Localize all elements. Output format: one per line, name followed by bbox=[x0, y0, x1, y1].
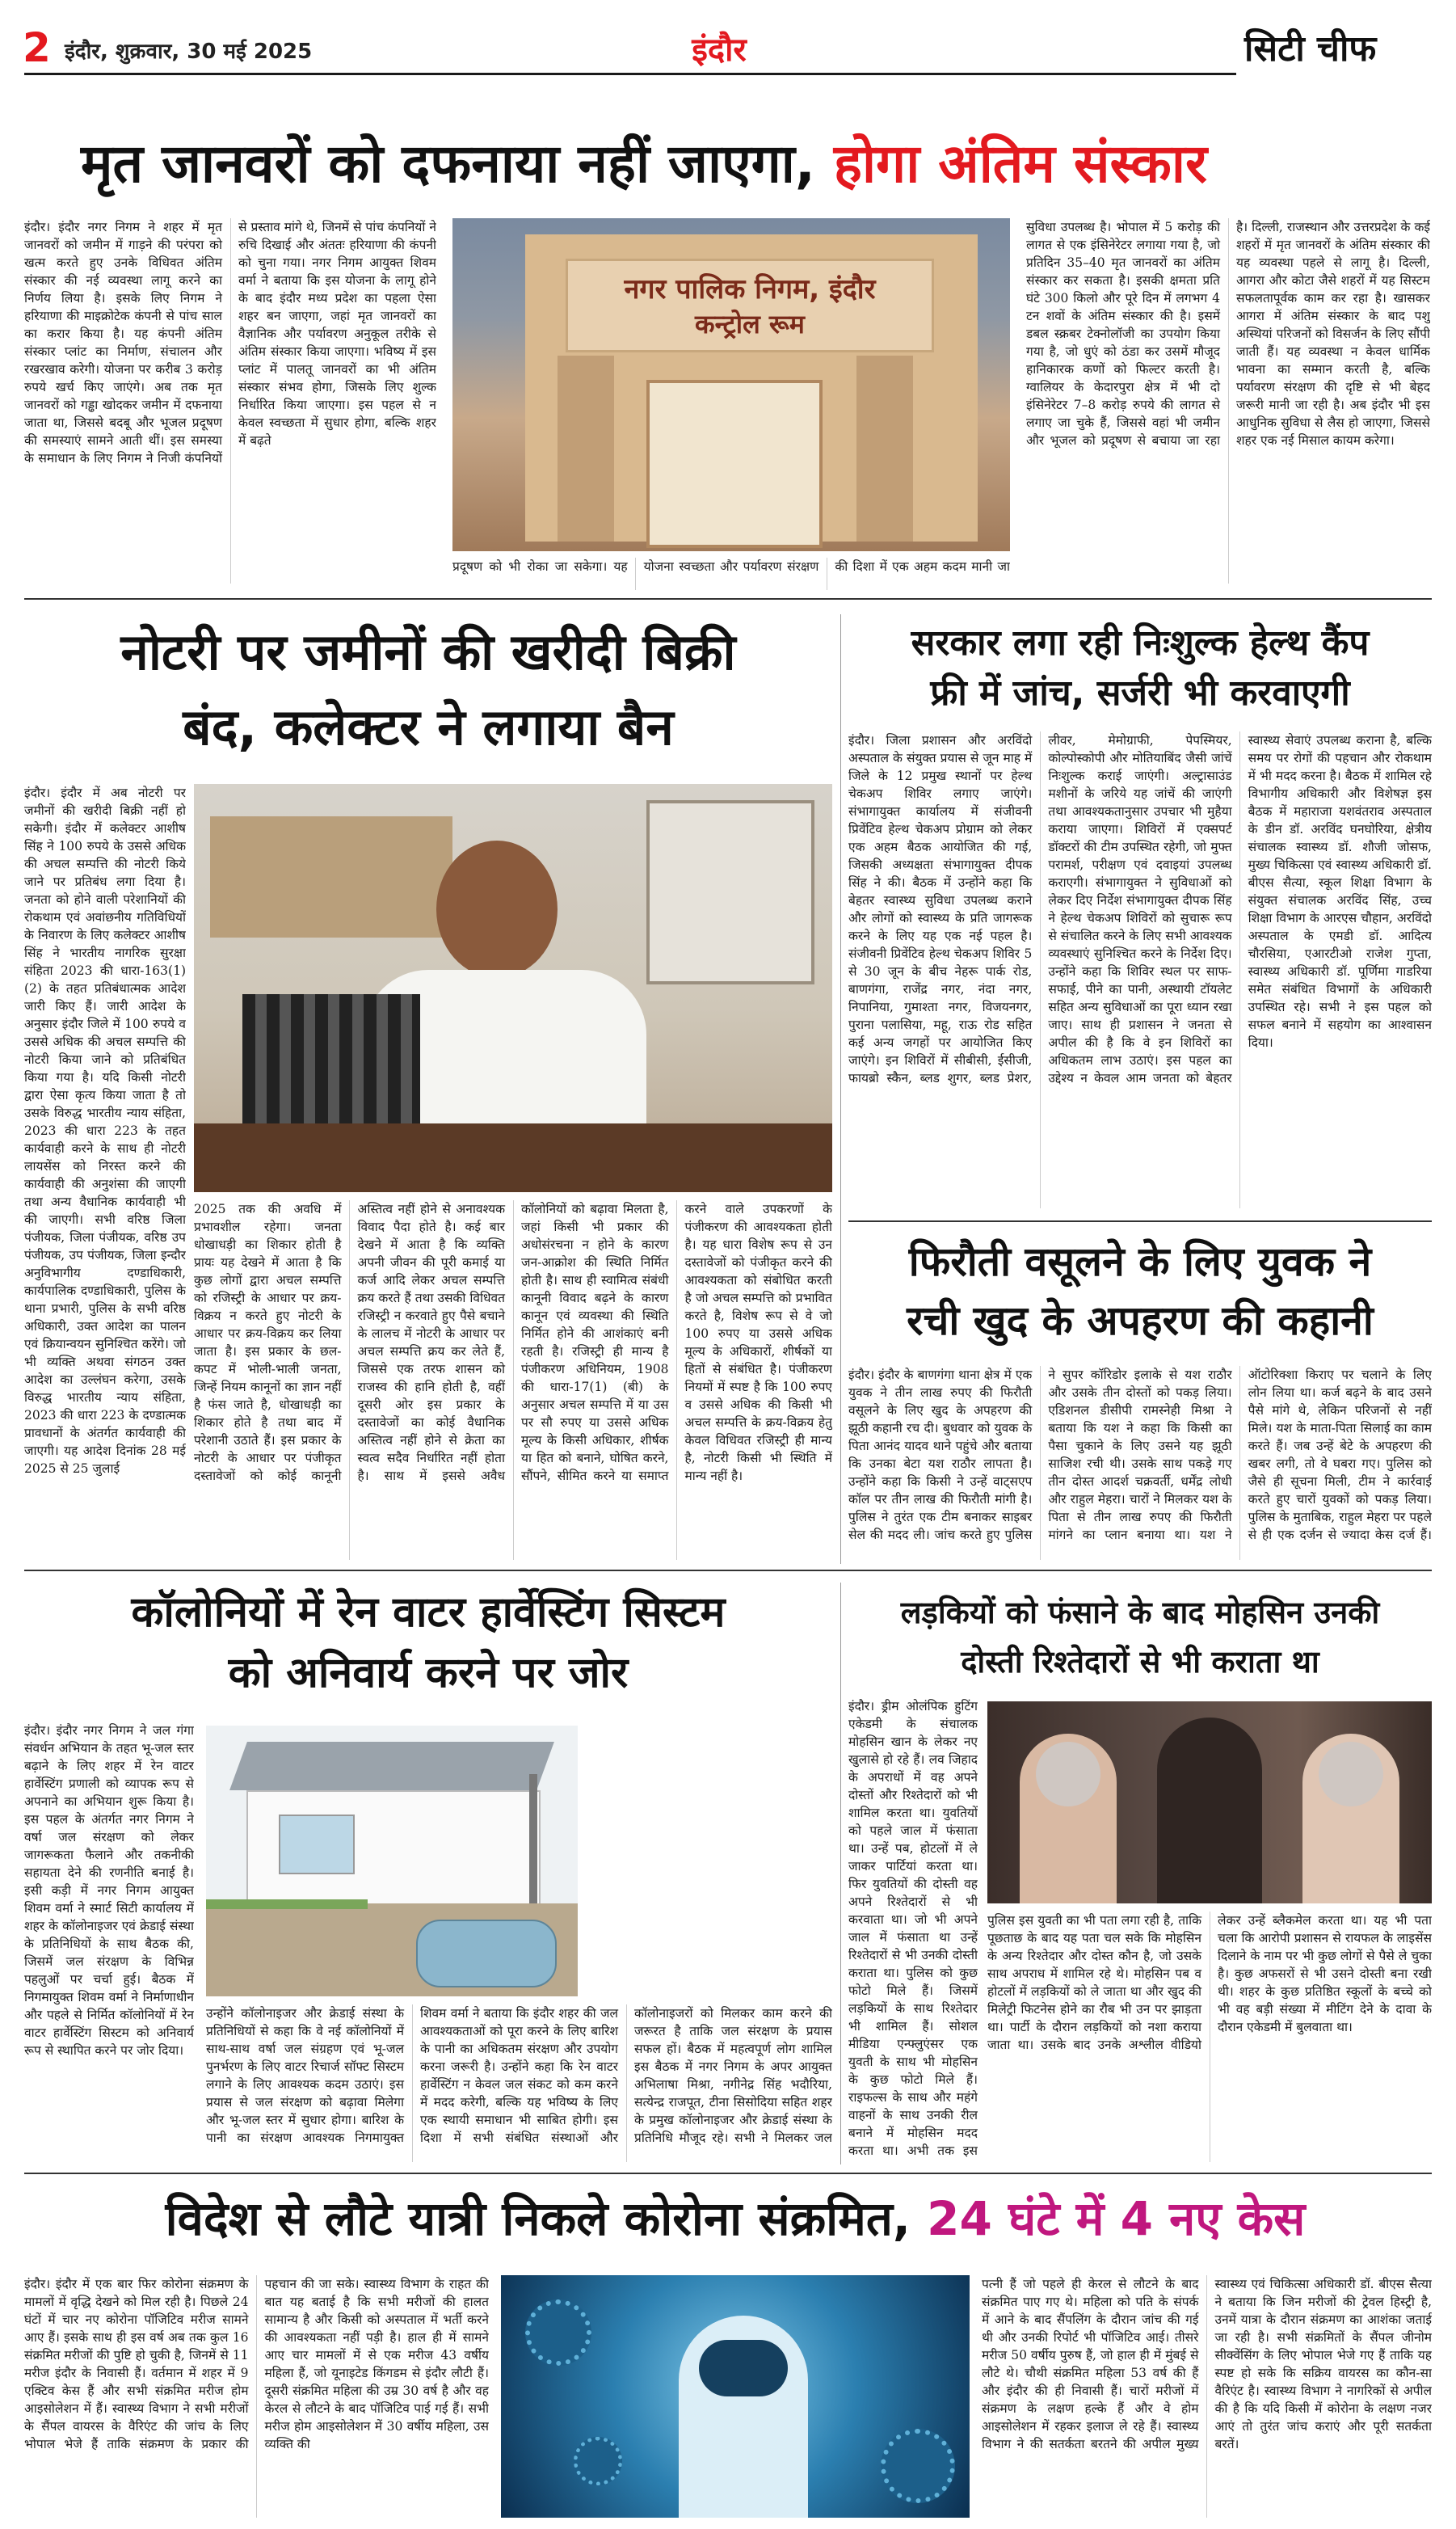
story7-body-right: पत्नी हैं जो पहले ही केरल से लौटने के बाद संक्रमित पाए गए थे। महिला को पति के संपर्क में आने के बाद सैंपलिंग के दौरान जांच की गई थी और उनकी रिपोर्ट भी पॉजिटिव आई। तीसरे मरीज 50 वर्षीय पुरुष हैं, जो हाल ही में मुंबई से लौटे थे। चौथी संक्रमित महिला 53 वर्ष की हैं और इंदौर की ही निवासी हैं। चारों मरीजों में संक्रमण के लक्षण हल्के हैं और वे होम आइसोलेशन में रहकर इलाज ले रहे हैं। स्वास्थ्य विभाग ने की सतर्कता बरतने की अपील मुख्य स्वास्थ्य एवं चिकित्सा अधिकारी डॉ. बीएस सैत्या ने बताया कि जिन मरीजों की ट्रेवल हिस्ट्री है, उनमें यात्रा के दौरान संक्रमण का आशंका जताई जा रही है। सभी संक्रमितों के सैंपल जीनोम सीक्वेंसिंग के लिए भोपाल भेजे गए हैं ताकि यह स्पष्ट हो सके कि सक्रिय वायरस का कौन-सा वैरिएंट है। स्वास्थ्य विभाग ने नागरिकों से अपील की है कि यदि किसी में कोरोना के लक्षण नजर आएं तो तुरंत जांच कराएं और पूरी सतर्कता बरतें। bbox=[982, 2277, 1432, 2451]
photo-window bbox=[646, 800, 814, 984]
illus-house-roof bbox=[229, 1742, 554, 1790]
photo-entrance-door bbox=[646, 380, 823, 548]
story2-headline bbox=[24, 614, 832, 765]
section-title: इंदौर bbox=[692, 32, 747, 69]
divider-v1 bbox=[840, 614, 841, 1564]
story5-body-under-image: उन्होंने कॉलोनाइजर और क्रेडाई संस्था के प्रतिनिधियों से कहा कि वे नई कॉलोनियों में साथ-साथ वर्षा जल संग्रहण एवं भू-जल पुनर्भरण के लिए वाटर रिचार्ज सॉफ्ट सिस्टम लगाने के लिए आवश्यक कदम उठाएं। इस प्रयास से जल संरक्षण को बढ़ावा मिलेगा और भू-जल स्तर में सुधार होगा। बारिश के पानी का संरक्षण आवश्यक निगमायुक्त शिवम वर्मा ने बताया कि इंदौर शहर की जल आवश्यकताओं को पूरा करने के लिए बारिश के पानी का अधिकतम संरक्षण और उपयोग करना जरूरी है। उन्होंने कहा कि रेन वाटर हार्वेस्टिंग न केवल जल संकट को कम करने में मदद करेगी, बल्कि यह भविष्य के लिए एक स्थायी समाधान भी साबित होगी। इस दिशा में सभी संबंधित संस्थाओं और कॉलोनाइजरों को मिलकर काम करने की जरूरत है ताकि जल संरक्षण के प्रयास सफल हों। बैठक में महत्वपूर्ण लोग शामिल इस बैठक में नगर निगम के अपर आयुक्त अभिलाषा मिश्रा, नगीनेद्र सिंह भदौरिया, सत्येन्द्र राजपूत, टीना सिसोदिया सहित शहर के प्रमुख कॉलोनाइजर और क्रेडाई संस्था के प्रतिनिधि मौजूद रहे। सभी ने मिलकर जल bbox=[206, 2006, 832, 2145]
page-number: 2 bbox=[23, 24, 51, 71]
story6-body: इंदौर। ड्रीम ओलंपिक हुटिंग एकेडमी के संचालक मोहसिन खान के लेकर नए खुलासे हो रहे हैं। लव जिहाद के अपराधों में वह अपने दोस्तों और रिश्तेदारों को भी शामिल करता था। युवतियों को पहले जाल में फंसाता था। उन्हें पब, होटलों में ले जाकर पार्टियां करता था। फिर युवतियों की दोस्ती वह अपने रिश्तेदारों से भी करवाता था। जो भी अपने जाल में फंसाता था उन्हें रिश्तेदारों से भी उनकी दोस्ती कराता था। पुलिस को कुछ फोटो मिले हैं। जिसमें लड़कियों के साथ रिश्तेदार भी शामिल हैं। सोशल मीडिया एन्फ्लुएंसर एक युवती के साथ भी मोहसिन के कुछ फोटो मिले हैं। राइफल्स के साथ और महंगे वाहनों के साथ उनकी रील बनाने में मोहसिन मदद करता था। अभी तक इस bbox=[848, 1699, 978, 2158]
photo-person-head bbox=[436, 841, 558, 978]
photo-pillar-left bbox=[558, 356, 614, 542]
divider-1 bbox=[24, 598, 1432, 600]
story5-headline-line2: को अनिवार्य करने पर जोर bbox=[228, 1649, 629, 1698]
story5-headline-line1: कॉलोनियों में रेन वाटर हार्वेस्टिंग सिस्टम bbox=[131, 1588, 726, 1637]
story1-body-left: इंदौर। इंदौर नगर निगम ने शहर में मृत जानवरों को जमीन में गाड़ने की परंपरा को खत्म करते हुए उनके विधिवत अंतिम संस्कार की नई व्यवस्था लागू करने का निर्णय लिया है। इसके लिए निगम ने हरियाणा की माइक्रोटेक कंपनी से पांच साल का करार किया है। यह कंपनी अंतिम संस्कार प्लांट का निर्माण, संचालन और रखरखाव करेगी। योजना पर करीब 3 करोड़ रुपये खर्च किए जाएंगे। अब तक मृत जानवरों को गड्ढा खोदकर जमीन में दफनाया जाता था, जिससे बदबू और भूजल प्रदूषण की समस्याएं सामने आती थीं। इस समस्या के समाधान के लिए निगम ने निजी कंपनियों से प्रस्ताव मांगे थे, जिनमें से पांच कंपनियों ने रुचि दिखाई और अंततः हरियाणा की कंपनी को चुना गया। नगर निगम आयुक्त शिवम वर्मा ने बताया कि इस योजना के लागू होने के बाद इंदौर मध्य प्रदेश का पहला ऐसा शहर बन जाएगा, जहां मृत जानवरों का वैज्ञानिक और पर्यावरण अनुकूल तरीके से अंतिम संस्कार किया जाएगा। भविष्य में इस प्लांट में पालतू जानवरों का भी अंतिम संस्कार संभव होगा, जिसके लिए शुल्क निर्धारित किया जाएगा। इस पहल से न केवल स्वच्छता में सुधार होगा, बल्कि शहर में बढ़ते bbox=[24, 220, 436, 466]
story7-headline bbox=[48, 2192, 1422, 2246]
photo-microphones bbox=[242, 994, 420, 1140]
story4-headline-line2: रची खुद के अपहरण की कहानी bbox=[907, 1296, 1374, 1344]
story5-body-left: इंदौर। इंदौर नगर निगम ने जल गंगा संवर्धन अभियान के तहत भू-जल स्तर बढ़ाने के लिए शहर में रेन वाटर हार्वेस्टिंग प्रणाली को व्यापक रूप से अपनाने का अभियान शुरू किया है। इस पहल के अंतर्गत नगर निगम ने वर्षा जल संरक्षण को लेकर जागरूकता फैलाने और तकनीकी सहायता देने की रणनीति बनाई है। इसी कड़ी में नगर निगम आयुक्त शिवम वर्मा ने स्मार्ट सिटी कार्यालय में शहर के कॉलोनाइजर एवं क्रेडाई संस्था के प्रतिनिधियों के साथ बैठक की, जिसमें जल संरक्षण के विभिन्न पहलुओं पर चर्चा हुई। बैठक में निगमायुक्त शिवम वर्मा ने निर्माणाधीन और पहले से निर्मित कॉलोनियों में रेन वाटर हार्वेस्टिंग सिस्टम को अनिवार्य रूप से स्थापित करने पर जोर दिया। bbox=[24, 1723, 194, 2058]
story4-headline-line1: फिरौती वसूलने के लिए युवक ने bbox=[908, 1238, 1372, 1285]
divider-2 bbox=[848, 1220, 1432, 1222]
story7-headline-main: विदेश से लौटे यात्री निकले कोरोना संक्रमित, bbox=[165, 2191, 911, 2246]
story2-body-under-photo: 2025 तक की अवधि में प्रभावशील रहेगा। जनता धोखाधड़ी का शिकार होती है प्रायः यह देखने में आता है कि कुछ लोगों द्वारा अचल सम्पत्ति को रजिस्ट्री के आधार पर क्रय-विक्रय न करते हुए नोटरी के आधार पर क्रय-विक्रय कर लिया जाता है। इस प्रकार के छल-कपट में भोली-भाली जनता, जिन्हें नियम कानूनों का ज्ञान नहीं है फंस जाते है, धोखाधड़ी का शिकार होते है तथा बाद में परेशानी उठाते हैं। इस प्रकार के नोटरी के आधार पर पंजीकृत दस्तावेजों को कोई कानूनी अस्तित्व नहीं होने से अनावश्यक विवाद पैदा होते है। कई बार देखने में आता है कि व्यक्ति अपनी जीवन की पूरी कमाई या कर्ज आदि लेकर अचल सम्पत्ति क्रय करते हैं तथा उसकी विधिवत रजिस्ट्री न करवाते हुए पैसे बचाने के लालच में नोटरी के आधार पर अचल सम्पत्ति क्रय कर लेते हैं, जिससे एक तरफ शासन को राजस्व की हानि होती है, वहीं दूसरी ओर इस प्रकार के दस्तावेजों का कोई वैधानिक अस्तित्व नहीं होने से क्रेता का स्वत्व सदैव निर्धारित नहीं होता है। साथ में इससे अवैध कॉलोनियों को बढ़ावा मिलता है, जहां किसी भी प्रकार की अधोसंरचना न होने के कारण जन-आक्रोश की स्थिति निर्मित होती है। साथ ही स्वामित्व संबंधी कानूनी विवाद बढ़ने के कारण कानून एवं व्यवस्था की स्थिति निर्मित होने की आशंकाएं बनी रहती है। रजिस्ट्री ही मान्य है पंजीकरण अधिनियम, 1908 की धारा-17(1) (बी) के अनुसार अचल सम्पत्ति में या उस पर सौ रुपए या उससे अधिक मूल्य के किसी अधिकार, शीर्षक या हित को बनाने, घोषित करने, सौंपने, सीमित करने या समाप्त करने वाले उपकरणों के पंजीकरण की आवश्यकता होती है। यह धारा विशेष रूप से उन दस्तावेजों को पंजीकृत करने की आवश्यकता को संबोधित करती है जो अचल सम्पत्ति को प्रभावित करते है, विशेष रूप से वे जो 100 रुपए या उससे अधिक मूल्य के अधिकारों, शीर्षकों या हितों से संबंधित है। पंजीकरण नियमों में स्पष्ट है कि 100 रुपए व उससे अधिक की किसी भी अचल सम्पत्ति के क्रय-विक्रय हेतु केवल विधिवत रजिस्ट्री ही मान्य है, नोटरी किसी भी स्थिति में मान्य नहीं है। bbox=[194, 1202, 832, 1483]
story3-headline-line1: सरकार लगा रही निःशुल्क हेल्थ कैंप bbox=[911, 622, 1370, 664]
photo-virus-2 bbox=[881, 2429, 955, 2503]
story2-body-left: इंदौर। इंदौर में अब नोटरी पर जमीनों की खरीदी बिक्री नहीं हो सकेगी। इंदौर में कलेक्टर आशीष सिंह ने 100 रुपये के उससे अधिक की अचल सम्पत्ति की नोटरी किये जाने पर प्रतिबंध लगा दिया है। जनता को होने वाली परेशानियों की रोकथाम एवं अवांछनीय गतिविधियों के निवारण के लिए कलेक्टर आशीष सिंह ने भारतीय नागरिक सुरक्षा संहिता 2023 की धारा-163(1)(2) के तहत प्रतिबंधात्मक आदेश जारी किए हैं। जारी आदेश के अनुसार इंदौर जिले में 100 रुपये व उससे अधिक की अचल सम्पत्ति की नोटरी किया जाने को प्रतिबंधित किया गया है। यदि किसी नोटरी द्वारा ऐसा कृत्य किया जाता है तो उसके विरुद्ध भारतीय न्याय संहिता, 2023 की धारा 223 के तहत कार्यवाही करने के साथ ही नोटरी लायसेंस को निरस्त करने की कार्यवाही की अनुशंसा की जाएगी तथा अन्य वैधानिक कार्यवाही भी की जाएगी। सभी वरिष्ठ जिला पंजीयक, जिला पंजीयक, वरिष्ठ उप पंजीयक, उप पंजीयक, जिला इन्दौर अनुविभागीय दण्डाधिकारी, कार्यपालिक दण्डाधिकारी, पुलिस के थाना प्रभारी, पुलिस के सभी वरिष्ठ अधिकारी, उक्त आदेश का पालन एवं क्रियान्वयन सुनिश्चित करेंगे। जो भी व्यक्ति अथवा संगठन उक्त आदेश का उल्लंघन करेगा, उसके विरुद्ध भारतीय न्याय संहिता, 2023 की धारा 223 के दण्डात्मक प्रावधानों के अंतर्गत कार्यवाही की जाएगी। यह आदेश दिनांक 28 मई 2025 से 25 जुलाई bbox=[24, 786, 186, 1476]
photo-sign-line2: कन्ट्रोल रूम bbox=[695, 309, 805, 339]
story2-headline-line1: नोटरी पर जमीनों की खरीदी बिक्री bbox=[120, 622, 736, 681]
edition-date: इंदौर, शुक्रवार, 30 मई 2025 bbox=[65, 40, 313, 64]
story1-body-right: सुविधा उपलब्ध है। भोपाल में 5 करोड़ की लागत से एक इंसिनेरेटर लगाया गया है, जो प्रतिदिन 35–40 मृत जानवरों का अंतिम संस्कार कर सकता है। इसकी क्षमता प्रति घंटे 300 किलो और पूरे दिन में लगभग 4 टन शवों के अंतिम संस्कार की है। इसमें डबल स्क्रबर टेक्नोलॉजी का उपयोग किया गया है, जो धुएं को ठंडा कर उसमें मौजूद हानिकारक कणों को फिल्टर करती है। ग्वालियर के केदारपुरा क्षेत्र में भी दो इंसिनेरेटर 7–8 करोड़ रुपये की लागत से लगाए जा चुके हैं, जिससे वहां भी जमीन और भूजल को प्रदूषण से बचाया जा रहा है। दिल्ली, राजस्थान और उत्तरप्रदेश के कई शहरों में मृत जानवरों के अंतिम संस्कार की यह व्यवस्था पहले से लागू है। दिल्ली, आगरा और कोटा जैसे शहरों में यह सिस्टम सफलतापूर्वक काम कर रहा है। खासकर आगरा में अंतिम संस्कार के बाद पशु अस्थियां परिजनों को विसर्जन के लिए सौंपी जाती हैं। यह व्यवस्था न केवल धार्मिक भावना का सम्मान करती है, बल्कि पर्यावरण संरक्षण की दृष्टि से भी बेहद जरूरी मानी जा रही है। अब इंदौर भी इस आधुनिक सुविधा से लैस हो जाएगा, जिससे शहर एक नई मिसाल कायम करेगा। bbox=[1026, 220, 1430, 448]
story7-photo bbox=[501, 2275, 970, 2518]
photo-pillar-right bbox=[856, 356, 913, 542]
newspaper-brand: सिटी चीफ bbox=[1244, 28, 1377, 70]
story3-headline-line2: फ्री में जांच, सर्जरी भी करवाएगी bbox=[930, 672, 1350, 714]
story6-photo bbox=[987, 1701, 1432, 1903]
story1-body-under-photo: प्रदूषण को भी रोका जा सकेगा। यह योजना स्वच्छता और पर्यावरण संरक्षण की दिशा में एक अहम कदम मानी जा bbox=[452, 559, 1010, 574]
photo-shelf bbox=[210, 816, 452, 938]
divider-3 bbox=[24, 1570, 1432, 1571]
story6-headline-line1: लड़कियों को फंसाने के बाद मोहसिन उनकी bbox=[900, 1595, 1380, 1630]
story5-headline bbox=[24, 1583, 832, 1705]
story7-headline-accent: 24 घंटे में 4 नए केस bbox=[927, 2191, 1306, 2246]
photo-virus-3 bbox=[574, 2437, 622, 2485]
story6-headline-line2: दोस्ती रिश्तेदारों से भी कराता था bbox=[961, 1643, 1319, 1680]
photo-blur-face-3 bbox=[1319, 1742, 1383, 1806]
photo-sign-board bbox=[566, 259, 934, 352]
story1-photo bbox=[452, 218, 1010, 551]
story2-photo bbox=[194, 784, 832, 1192]
story3-body: इंदौर। जिला प्रशासन और अरविंदो अस्पताल के संयुक्त प्रयास से जून माह में जिले के 12 प्रमुख स्थानों पर हेल्थ चेकअप शिविर लगाए जाएंगे। संभागायुक्त कार्यालय में संजीवनी प्रिवेंटिव हेल्थ चेकअप प्रोग्राम को लेकर एक अहम बैठक आयोजित की गई, जिसकी अध्यक्षता संभागायुक्त दीपक सिंह ने की। बैठक में उन्होंने कहा कि बेहतर स्वास्थ्य सुविधा उपलब्ध कराने और लोगों को स्वास्थ्य के प्रति जागरूक करने के लिए यह एक नई पहल है। संजीवनी प्रिवेंटिव हेल्थ चेकअप शिविर 5 से 30 जून के बीच नेहरू पार्क रोड, बाणगंगा, राजेंद्र नगर, नंदा नगर, निपानिया, गुमाश्ता नगर, विजयनगर, पुराना पलासिया, महू, राऊ रोड सहित कई अन्य जगहों पर आयोजित किए जाएंगे। इन शिविरों में सीबीसी, ईसीजी, फायब्रो स्कैन, ब्लड शुगर, ब्लड प्रेशर, लीवर, मेमोग्राफी, पेपस्मियर, कोल्पोस्कोपी और मोतियाबिंद जैसी जांचें निःशुल्क कराई जाएंगी। अल्ट्रासाउंड मशीनों के जरिये यह जांचें की जाएंगी तथा आवश्यकतानुसार उपचार भी मुहैया कराया जाएगा। शिविरों में एक्सपर्ट डॉक्टरों की टीम उपस्थित रहेगी, जो मुफ्त परामर्श, परीक्षण एवं दवाइयां उपलब्ध कराएगी। संभागायुक्त ने सुविधाओं को लेकर दिए निर्देश संभागायुक्त दीपक सिंह ने हेल्थ चेकअप शिविरों को सुचारू रूप से संचालित करने के लिए सभी आवश्यक व्यवस्थाएं सुनिश्चित करने के निर्देश दिए। उन्होंने कहा कि शिविर स्थल पर साफ-सफाई, पीने का पानी, अस्थायी टॉयलेट सहित अन्य सुविधाओं का पूरा ध्यान रखा जाए। साथ ही प्रशासन ने जनता से अपील की है कि वे इन शिविरों का अधिकतम लाभ उठाएं। इस पहल का उद्देश्य न केवल आम जनता को बेहतर स्वास्थ्य सेवाएं उपलब्ध कराना है, बल्कि समय पर रोगों की पहचान और रोकथाम में भी मदद करना है। बैठक में शामिल रहे विभागीय अधिकारी और विशेषज्ञ इस बैठक में महाराजा यशवंतराव अस्पताल के डीन डॉ. अरविंद घनघोरिया, क्षेत्रीय संचालक स्वास्थ्य डॉ. शौजी जोसफ, मुख्य चिकित्सा एवं स्वास्थ्य अधिकारी डॉ. बीएस सैत्या, स्कूल शिक्षा विभाग के संयुक्त संचालक अरविंद सिंह, उच्च शिक्षा विभाग के आरएस चौहान, अरविंदो अस्पताल के एमडी डॉ. आदित्य चौरसिया, एआरटीओ राजेश गुप्ता, स्वास्थ्य अधिकारी डॉ. पूर्णिमा गाडरिया समेत संबंधित विभागों के अधिकारी उपस्थित रहे। सभी ने इस पहल को सफल बनाने में सहयोग का आश्वासन दिया। bbox=[848, 733, 1432, 1085]
story5-illustration bbox=[206, 1726, 578, 1996]
story2-headline-line2: बंद, कलेक्टर ने लगाया बैन bbox=[183, 698, 674, 757]
illus-window bbox=[279, 1815, 355, 1874]
story1-headline-main: मृत जानवरों को दफनाया नहीं जाएगा, bbox=[81, 133, 815, 195]
story4-body: इंदौर। इंदौर के बाणगंगा थाना क्षेत्र में एक युवक ने तीन लाख रुपए की फिरौती वसूलने के लिए खुद के अपहरण की झूठी कहानी रच दी। बुधवार को युवक के पिता आनंद यादव थाने पहुंचे और बताया कि उनका बेटा यश राठौर लापता है। उन्होंने कहा कि किसी ने उन्हें वाट्सएप कॉल पर तीन लाख की फिरौती मांगी है। पुलिस ने तुरंत एक टीम बनाकर साइबर सेल की मदद ली। जांच करते हुए पुलिस ने सुपर कॉरिडोर इलाके से यश राठौर और उसके तीन दोस्तों को पकड़ लिया। एडिशनल डीसीपी रामस्नेही मिश्रा ने बताया कि यश ने कहा कि किसी का पैसा चुकाने के लिए उसने यह झूठी साजिश रची थी। उसके साथ पकड़े गए तीन दोस्त आदर्श चक्रवर्ती, धर्मेंद्र लोधी और राहुल मेहरा। चारों ने मिलकर यश के पिता से तीन लाख रुपए की फिरौती मांगने का प्लान बनाया था। यश ने ऑटोरिक्शा किराए पर चलाने के लिए लोन लिया था। कर्ज बढ़ने के बाद उसने पैसे मांगे थे, लेकिन परिजनों से नहीं मिले। यश के माता-पिता सिलाई का काम करते हैं। जब उन्हें बेटे के अपहरण की खबर लगी, तो वे घबरा गए। पुलिस को जैसे ही सूचना मिली, टीम ने कार्रवाई करते हुए चारों युवकों को पकड़ लिया। पुलिस के मुताबिक, राहुल मेहरा पर पहले से ही एक दर्जन से ज्यादा केस दर्ज हैं। bbox=[848, 1368, 1432, 1542]
illus-tank bbox=[416, 1920, 557, 1987]
masthead-rule bbox=[24, 73, 1236, 75]
story1-headline-accent: होगा अंतिम संस्कार bbox=[833, 133, 1207, 195]
photo-visor bbox=[699, 2340, 788, 2396]
divider-v2 bbox=[840, 1583, 841, 2164]
photo-blur-face-1 bbox=[1036, 1742, 1100, 1806]
photo-virus-1 bbox=[525, 2299, 591, 2366]
story3-headline bbox=[848, 618, 1432, 718]
story6-body-under-photo: पुलिस इस युवती का भी पता लगा रही है, ताकि पूछताछ के बाद यह पता चल सके कि मोहसिन के अन्य रिश्तेदार और दोस्त कौन है, जो उसके साथ अपराध में शामिल रहे थे। मोहसिन पब व होटलों में लड़कियों को ले जाता था और खुद की मिलेट्री फिटनेस होने का रौब भी उन पर झाड़ता था। पार्टी के दौरान लड़कियों को नशा कराया जाता था। उसके बाद उनके अश्लील वीडियो लेकर उन्हें ब्लैकमेल करता था। यह भी पता चला कि आरोपी प्रशासन से रायफल के लाइसेंस दिलाने के नाम पर भी कुछ लोगों से पैसे ले चुका है। कुछ अफसरों से भी उसने दोस्ती बना रखी थी। शहर के कुछ प्रतिष्ठित स्कूलों के बच्चे को भी वह बड़ी संख्या में मीटिंग देने के दावा के दौरान एकेडमी में बुलवाता था। bbox=[987, 1913, 1432, 2052]
photo-person-2 bbox=[1157, 1718, 1262, 1903]
story7-body-left: इंदौर। इंदौर में एक बार फिर कोरोना संक्रमण के मामलों में वृद्धि देखने को मिल रही है। पिछले 24 घंटों में चार नए कोरोना पॉजिटिव मरीज सामने आए हैं। इसके साथ ही इस वर्ष अब तक कुल 16 संक्रमित मरीजों की पुष्टि हो चुकी है, जिनमें से 11 मरीज इंदौर के निवासी हैं। वर्तमान में शहर में 9 एक्टिव केस हैं और सभी संक्रमित मरीज होम आइसोलेशन में हैं। स्वास्थ्य विभाग ने सभी मरीजों के सैंपल वायरस के वैरिएंट की जांच के लिए भोपाल भेजे हैं ताकि संक्रमण के प्रकार की पहचान की जा सके। स्वास्थ्य विभाग के राहत की बात यह बताई है कि सभी मरीजों की हालत सामान्य है और किसी को अस्पताल में भर्ती करने की आवश्यकता नहीं पड़ी है। हाल ही में सामने आए चार मामलों में से एक मरीज 43 वर्षीय महिला हैं, जो यूनाइटेड किंगडम से इंदौर लौटी हैं। दूसरी संक्रमित महिला की उम्र 30 वर्ष है और वह केरल से लौटने के बाद पॉजिटिव पाई गई हैं। सभी मरीज होम आइसोलेशन में 30 वर्षीय महिला, उस व्यक्ति की bbox=[24, 2277, 489, 2451]
divider-4 bbox=[24, 2173, 1432, 2174]
illus-lawn bbox=[206, 1899, 368, 1909]
story6-headline bbox=[848, 1588, 1432, 1687]
photo-sign-line1: नगर पालिक निगम, इंदौर bbox=[624, 273, 876, 306]
story4-headline bbox=[848, 1233, 1432, 1350]
photo-table bbox=[194, 1123, 832, 1192]
story1-headline bbox=[81, 133, 1390, 195]
